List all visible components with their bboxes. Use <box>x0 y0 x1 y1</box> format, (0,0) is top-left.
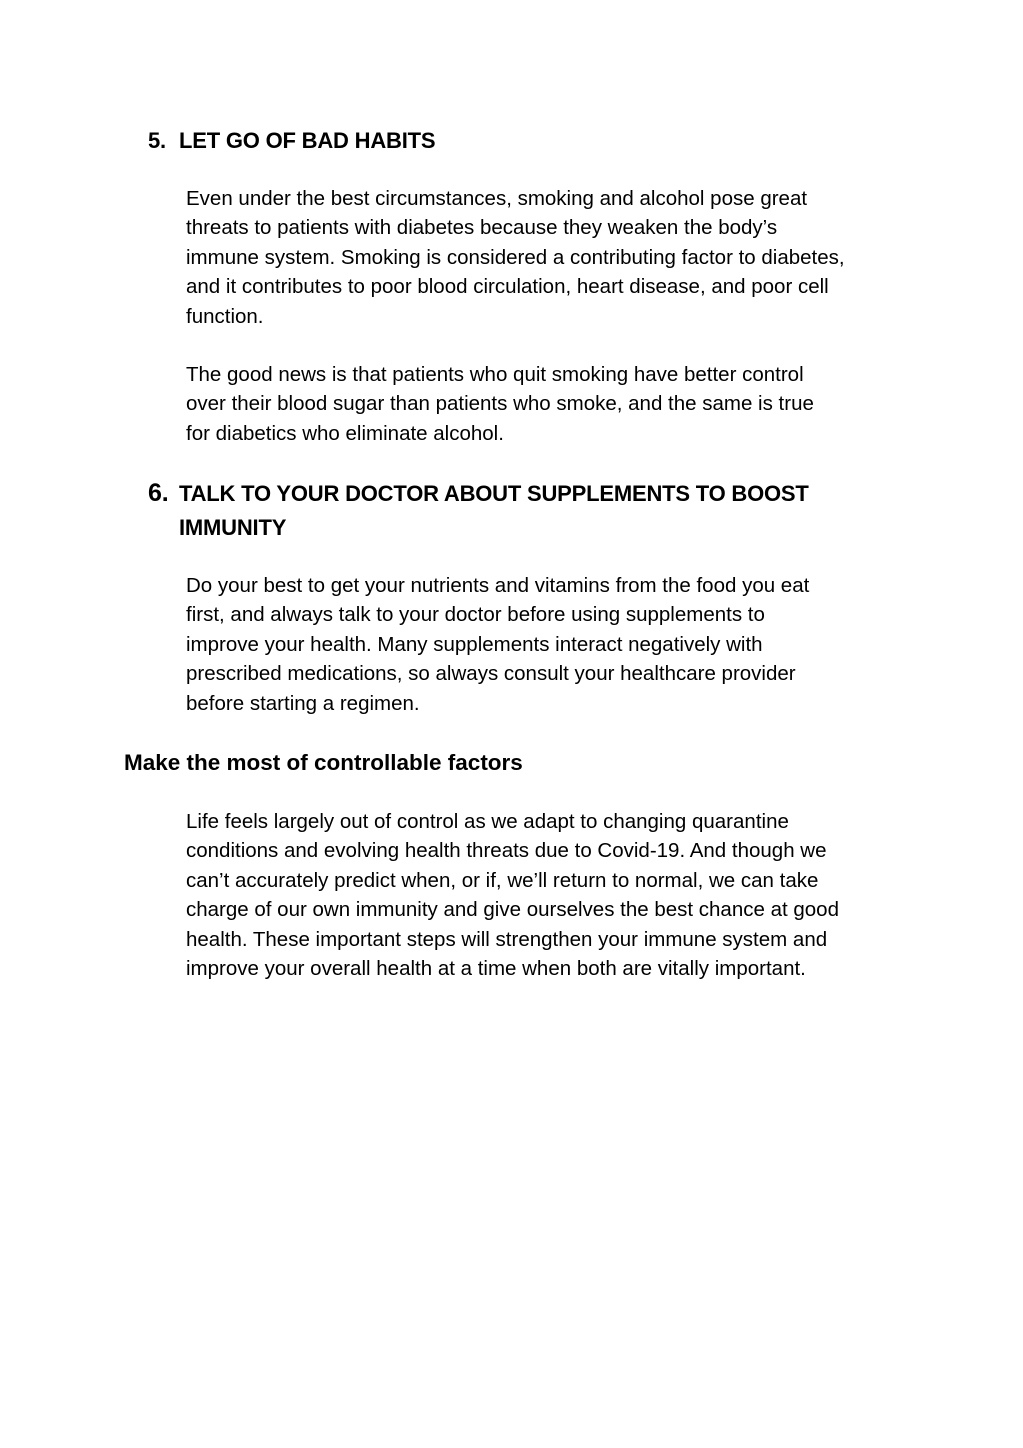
paragraph-line: prescribed medications, so always consult your healthcare provider <box>186 662 796 686</box>
paragraph-line: function. <box>186 304 264 328</box>
paragraph-line: can’t accurately predict when, or if, we’ll return to normal, we can take <box>186 868 819 892</box>
paragraph-line: over their blood sugar than patients who smoke, and the same is true <box>186 392 814 416</box>
paragraph-line: before starting a regimen. <box>186 691 420 715</box>
paragraph-line: and it contributes to poor blood circulation, heart disease, and poor cell <box>186 275 829 299</box>
paragraph-line: improve your overall health at a time when both are vitally important. <box>186 957 806 981</box>
section-5-number: 5. <box>148 128 166 153</box>
section-5-paragraph-2 <box>186 360 916 448</box>
paragraph-line: conditions and evolving health threats due to Covid-19. And though we <box>186 839 827 863</box>
section-6-paragraph <box>186 571 916 718</box>
paragraph-line: improve your health. Many supplements interact negatively with <box>186 632 763 656</box>
section-5-paragraph-1 <box>186 184 916 331</box>
paragraph-line: first, and always talk to your doctor before using supplements to <box>186 603 765 627</box>
section-6-heading <box>148 476 809 545</box>
section-6-title-line-2: IMMUNITY <box>179 515 287 540</box>
conclusion-heading: Make the most of controllable factors <box>124 750 523 775</box>
paragraph-line: charge of our own immunity and give ourselves the best chance at good <box>186 898 839 922</box>
section-5-title: LET GO OF BAD HABITS <box>179 128 436 153</box>
section-6-number: 6. <box>148 479 169 507</box>
paragraph-line: immune system. Smoking is considered a contributing factor to diabetes, <box>186 245 845 269</box>
paragraph-line: Life feels largely out of control as we adapt to changing quarantine <box>186 810 789 833</box>
paragraph-line: Do your best to get your nutrients and vitamins from the food you eat <box>186 574 810 597</box>
section-5-heading <box>148 124 435 158</box>
paragraph-line: health. These important steps will strengthen your immune system and <box>186 927 828 951</box>
conclusion-paragraph <box>186 807 916 983</box>
paragraph-line: threats to patients with diabetes because they weaken the body’s <box>186 216 778 240</box>
paragraph-line: Even under the best circumstances, smoking and alcohol pose great <box>186 187 808 210</box>
section-6-title-line-1: TALK TO YOUR DOCTOR ABOUT SUPPLEMENTS TO BOOST <box>179 481 809 506</box>
paragraph-line: The good news is that patients who quit smoking have better control <box>186 363 804 386</box>
paragraph-line: for diabetics who eliminate alcohol. <box>186 421 504 445</box>
